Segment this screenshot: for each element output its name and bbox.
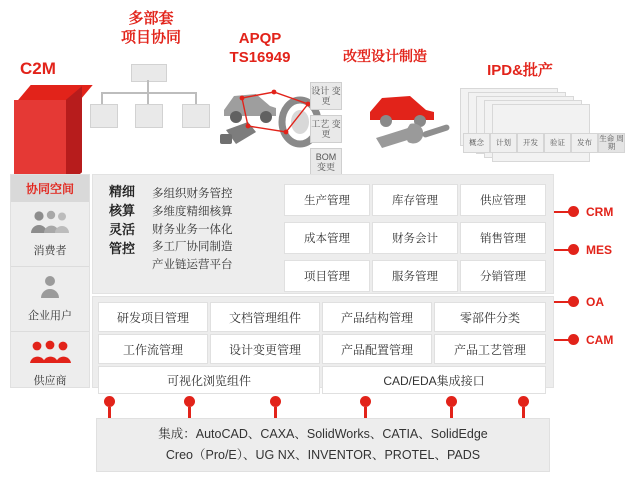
module-product-structure-mgmt[interactable] xyxy=(322,302,432,332)
org-line-vertical-root xyxy=(147,80,149,92)
integration-line-1: 集成：AutoCAD、CAXA、SolidWorks、CATIA、SolidEdge xyxy=(158,426,488,441)
sidebar-item-enterprise[interactable] xyxy=(11,267,89,332)
pin-mes-label: MES xyxy=(586,243,613,257)
ipd-phase-5 xyxy=(598,133,625,153)
module-product-process-mgmt[interactable] xyxy=(434,334,546,364)
label-ipd-text: IPD&批产 xyxy=(487,62,553,79)
label-apqp xyxy=(210,30,310,68)
platform-desc-line5: 产业链运营平台 xyxy=(152,259,233,272)
ipd-phase-3 xyxy=(544,133,571,153)
change-chip-group xyxy=(310,82,342,176)
chip-design-change-label: 设计 变更 xyxy=(311,85,341,106)
chip-bom-change xyxy=(310,148,342,176)
sidebar-item-enterprise-label: 企业用户 xyxy=(28,310,72,322)
module-part-classification-label: 零部件分类 xyxy=(459,310,520,325)
group-icon xyxy=(27,339,73,365)
chip-bom-change-label: BOM 变更 xyxy=(315,151,337,172)
pin-mes-dot xyxy=(568,244,579,255)
sidebar-item-consumer-label: 消费者 xyxy=(33,245,67,257)
module-design-change-mgmt[interactable] xyxy=(210,334,320,364)
ipd-phase-0-label: 概念 xyxy=(469,138,484,148)
bottom-connector-1-dot xyxy=(104,396,115,407)
cell-distribution-mgmt[interactable] xyxy=(460,260,546,292)
module-workflow-mgmt-label: 工作流管理 xyxy=(122,342,183,357)
org-node-2 xyxy=(135,104,163,128)
sidebar-item-supplier[interactable] xyxy=(11,332,89,396)
module-workflow-mgmt[interactable] xyxy=(98,334,208,364)
module-rd-project-mgmt-label: 研发项目管理 xyxy=(116,310,189,325)
pin-oa-label: OA xyxy=(586,295,604,309)
cell-supply-mgmt-label: 供应管理 xyxy=(480,195,526,207)
ipd-doc-stack xyxy=(460,88,600,166)
sidebar-item-consumer[interactable] xyxy=(11,202,89,267)
ipd-phase-5-label: 生命 周期 xyxy=(599,134,624,151)
core-capability-line3: 灵活 xyxy=(108,221,135,237)
pin-mes[interactable] xyxy=(554,244,624,258)
chip-process-change-label: 工艺 变更 xyxy=(311,118,341,139)
cell-project-mgmt[interactable] xyxy=(284,260,370,292)
platform-desc-line4: 多工厂协同制造 xyxy=(152,241,233,254)
sidebar-title: 协同空间 xyxy=(11,175,89,202)
module-document-mgmt-label: 文档管理组件 xyxy=(228,310,301,325)
cell-sales-mgmt-label: 销售管理 xyxy=(480,233,526,245)
org-line-horizontal xyxy=(101,92,197,94)
label-c2m: C2M xyxy=(20,59,56,78)
cell-sales-mgmt[interactable] xyxy=(460,222,546,254)
cell-project-mgmt-label: 项目管理 xyxy=(304,271,350,283)
org-node-1 xyxy=(90,104,118,128)
cell-financial-accounting-label: 财务会计 xyxy=(392,233,438,245)
bottom-connector-2-dot xyxy=(184,396,195,407)
core-capability-line4: 管控 xyxy=(108,240,135,256)
ipd-phase-1 xyxy=(490,133,517,153)
label-redesign-text: 改型设计制造 xyxy=(343,48,427,64)
cube-side-face xyxy=(66,87,82,186)
bottom-connector-3-dot xyxy=(270,396,281,407)
pin-cam-dot xyxy=(568,334,579,345)
pin-crm-label: CRM xyxy=(586,205,614,219)
pin-cam[interactable] xyxy=(554,334,624,348)
integration-bar xyxy=(96,418,550,472)
cell-supply-mgmt[interactable] xyxy=(460,184,546,216)
platform-description xyxy=(152,186,276,275)
cell-inventory-mgmt-label: 库存管理 xyxy=(392,195,438,207)
pin-crm[interactable] xyxy=(554,206,624,220)
bottom-connector-6-dot xyxy=(518,396,529,407)
pin-oa-dot xyxy=(568,296,579,307)
module-product-structure-mgmt-label: 产品结构管理 xyxy=(340,310,413,325)
platform-desc-line3: 财务业务一体化 xyxy=(152,223,233,236)
ipd-phase-2-label: 开发 xyxy=(523,138,538,148)
module-visual-browser-label: 可视化浏览组件 xyxy=(166,373,251,388)
module-visual-browser[interactable] xyxy=(98,366,320,394)
bottom-connector-5-dot xyxy=(446,396,457,407)
label-multi-dept xyxy=(96,10,206,48)
ipd-phase-4-label: 发布 xyxy=(577,138,592,148)
core-capability-line1: 精细 xyxy=(108,184,135,199)
person-icon xyxy=(28,274,72,300)
label-multi-dept-line1: 多部套 xyxy=(128,10,174,27)
module-document-mgmt[interactable] xyxy=(210,302,320,332)
org-line-branch-2 xyxy=(147,92,149,104)
org-node-root xyxy=(131,64,167,82)
label-redesign xyxy=(320,48,450,66)
org-node-3 xyxy=(182,104,210,128)
label-ipd xyxy=(460,62,580,81)
cell-financial-accounting[interactable] xyxy=(372,222,458,254)
org-line-branch-3 xyxy=(195,92,197,104)
label-apqp-line1: APQP xyxy=(238,30,282,47)
pin-cam-label: CAM xyxy=(586,333,614,347)
label-apqp-line2: TS16949 xyxy=(229,48,291,66)
module-part-classification[interactable] xyxy=(434,302,546,332)
module-cad-eda-interface-label: CAD/EDA集成接口 xyxy=(383,373,485,388)
ipd-phase-2 xyxy=(517,133,544,153)
bottom-connector-4-dot xyxy=(360,396,371,407)
pin-crm-dot xyxy=(568,206,579,217)
pin-oa[interactable] xyxy=(554,296,624,310)
core-capability-text xyxy=(96,183,148,258)
cell-inventory-mgmt[interactable] xyxy=(372,184,458,216)
redesign-art-svg xyxy=(352,82,462,152)
sidebar xyxy=(10,174,90,388)
ipd-phase-1-label: 计划 xyxy=(496,138,511,148)
cell-distribution-mgmt-label: 分销管理 xyxy=(480,271,526,283)
module-design-change-mgmt-label: 设计变更管理 xyxy=(228,342,301,357)
module-product-config-mgmt-label: 产品配置管理 xyxy=(340,342,413,357)
ipd-phase-strip xyxy=(463,133,625,153)
module-product-process-mgmt-label: 产品工艺管理 xyxy=(453,342,526,357)
cell-production-mgmt-label: 生产管理 xyxy=(304,195,350,207)
org-line-branch-1 xyxy=(101,92,103,104)
platform-desc-line2: 多维度精细核算 xyxy=(152,205,233,218)
chip-design-change xyxy=(310,82,342,110)
people-icon xyxy=(28,209,72,235)
c2m-block xyxy=(14,58,94,189)
module-product-config-mgmt[interactable] xyxy=(322,334,432,364)
apqp-illustration xyxy=(212,72,322,157)
cell-cost-mgmt-label: 成本管理 xyxy=(304,233,350,245)
sidebar-item-supplier-label: 供应商 xyxy=(33,375,67,387)
ipd-phase-3-label: 验证 xyxy=(550,138,565,148)
org-chart xyxy=(92,64,206,124)
integration-line-2: Creo（Pro/E）、UG NX、INVENTOR、PROTEL、PADS xyxy=(165,448,481,462)
redesign-illustration xyxy=(352,82,462,152)
label-multi-dept-line2: 项目协同 xyxy=(120,28,181,46)
platform-desc-line1: 多组织财务管控 xyxy=(152,188,233,200)
cell-service-mgmt[interactable] xyxy=(372,260,458,292)
core-capability-line2: 核算 xyxy=(108,202,135,218)
module-rd-project-mgmt[interactable] xyxy=(98,302,208,332)
ipd-phase-0 xyxy=(463,133,490,153)
cell-service-mgmt-label: 服务管理 xyxy=(392,271,438,283)
apqp-art-svg xyxy=(212,72,322,157)
ipd-phase-4 xyxy=(571,133,598,153)
module-cad-eda-interface[interactable] xyxy=(322,366,546,394)
cell-production-mgmt[interactable] xyxy=(284,184,370,216)
cell-cost-mgmt[interactable] xyxy=(284,222,370,254)
chip-process-change xyxy=(310,115,342,143)
